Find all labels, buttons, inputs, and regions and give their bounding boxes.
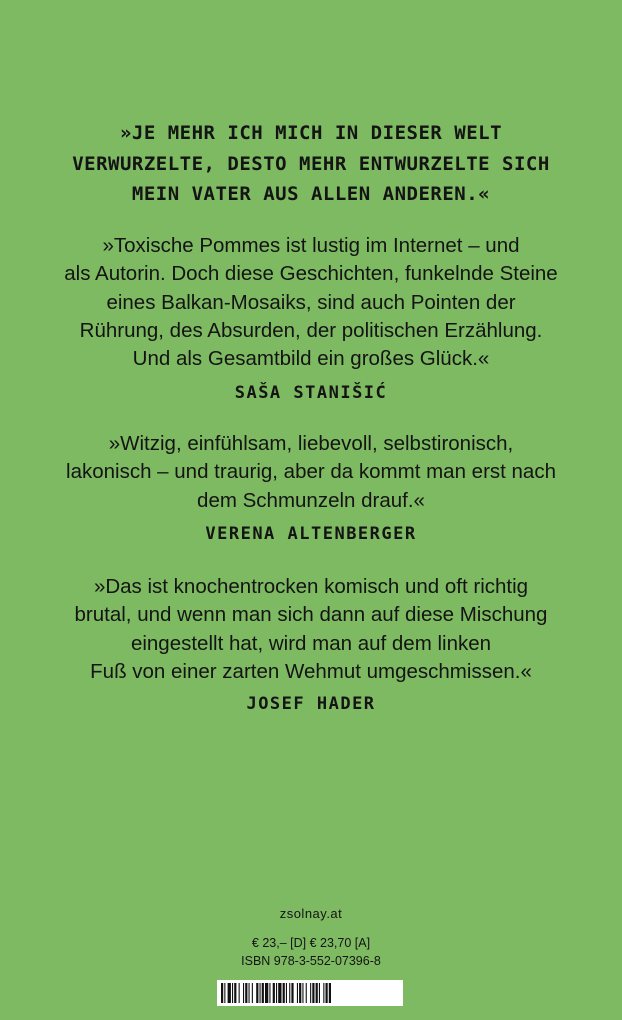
blurb-line: dem Schmunzeln drauf.« bbox=[197, 488, 425, 512]
blurb-line: »Witzig, einfühlsam, liebevoll, selbstironisch, bbox=[108, 432, 514, 455]
headline-quote bbox=[0, 118, 622, 210]
blurb-author-2: VERENA ALTENBERGER bbox=[205, 524, 417, 544]
barcode bbox=[217, 980, 403, 1006]
blurb-line: Und als Gesamtbild ein großes Glück.« bbox=[132, 347, 490, 371]
blurb-line: »Das ist knochentrocken komisch und oft richtig bbox=[93, 575, 529, 598]
headline-line: VERWURZELTE, DESTO MEHR ENTWURZELTE SICH bbox=[72, 152, 550, 175]
blurb-line: eines Balkan-Mosaiks, sind auch Pointen der bbox=[106, 290, 516, 314]
headline-line: MEIN VATER AUS ALLEN ANDEREN.« bbox=[131, 183, 491, 205]
headline-line: »JE MEHR ICH MICH IN DIESER WELT bbox=[119, 122, 503, 144]
blurb-quote-2 bbox=[0, 430, 622, 515]
blurb-line: brutal, und wenn man sich dann auf diese Mischung bbox=[74, 603, 548, 627]
barcode-bars-icon bbox=[221, 983, 399, 1003]
isbn-label: ISBN 978-3-552-07396-8 bbox=[241, 954, 381, 968]
blurb-quote-3 bbox=[0, 573, 622, 686]
blurb-author-3: JOSEF HADER bbox=[246, 694, 376, 714]
blurb-line: »Toxische Pommes ist lustig im Internet – und bbox=[102, 234, 520, 257]
blurb-author-1: SAŠA STANIŠIĆ bbox=[234, 383, 388, 403]
publisher-url: zsolnay.at bbox=[279, 906, 343, 921]
blurb-quote-1 bbox=[0, 232, 622, 373]
blurb-line: Rührung, des Absurden, der politischen Erzählung. bbox=[79, 318, 543, 342]
blurb-line: Fuß von einer zarten Wehmut umgeschmissen.« bbox=[90, 659, 532, 683]
blurb-line: lakonisch – und traurig, aber da kommt man erst nach bbox=[66, 460, 556, 484]
blurb-line: als Autorin. Doch diese Geschichten, funkelnde Steine bbox=[64, 262, 558, 286]
price-label: € 23,– [D] € 23,70 [A] bbox=[251, 936, 371, 950]
blurb-line: eingestellt hat, wird man auf dem linken bbox=[130, 631, 492, 655]
